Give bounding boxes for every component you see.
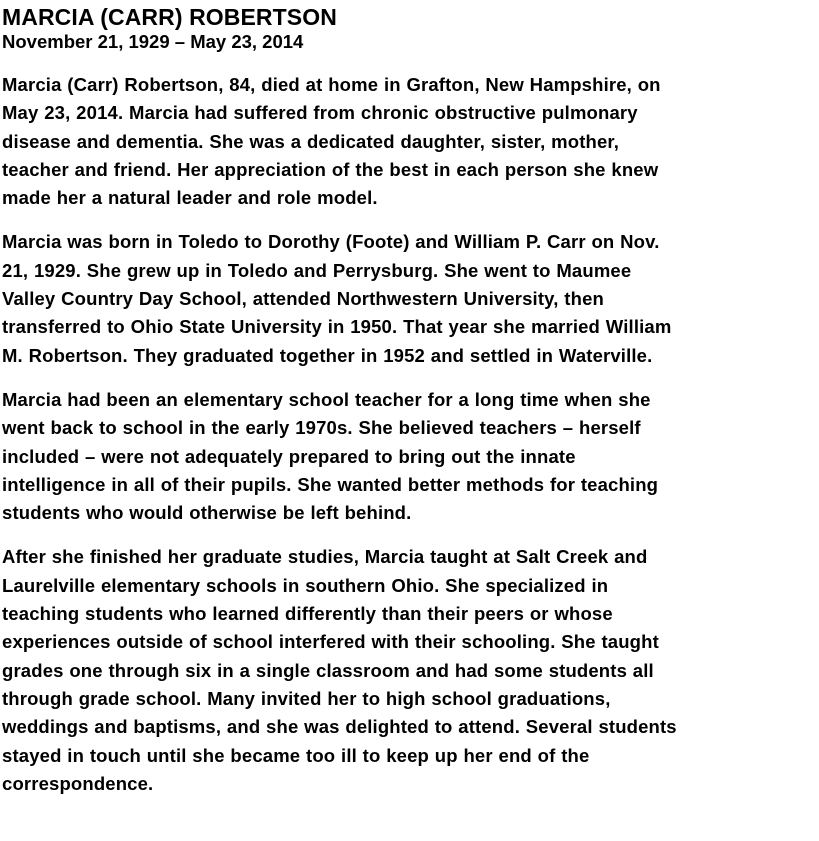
- text-line: After she finished her graduate studies, Marcia taught at Salt Creek and: [2, 546, 648, 568]
- text-line: included – were not adequately prepared to bring out the innate: [2, 445, 576, 467]
- obituary-title: MARCIA (CARR) ROBERTSON: [2, 4, 337, 30]
- text-line: May 23, 2014. Marcia had suffered from chronic obstructive pulmonary: [2, 102, 638, 124]
- text-line: made her a natural leader and role model.: [2, 187, 378, 209]
- text-line: Marcia (Carr) Robertson, 84, died at home in Grafton, New Hampshire, on: [2, 74, 661, 95]
- paragraph-early-life: [2, 228, 819, 369]
- text-line: Marcia was born in Toledo to Dorothy (Foote) and William P. Carr on Nov.: [2, 231, 660, 253]
- text-line: 21, 1929. She grew up in Toledo and Perrysburg. She went to Maumee: [2, 259, 632, 281]
- paragraph-later-career: [2, 543, 819, 798]
- paragraph-death-notice: [2, 71, 819, 212]
- life-dates: November 21, 1929 – May 23, 2014: [2, 31, 304, 52]
- text-line: Laurelville elementary schools in southern Ohio. She specialized in: [2, 574, 609, 596]
- text-line: intelligence in all of their pupils. She wanted better methods for teaching: [2, 473, 659, 495]
- paragraph-teaching-career: [2, 386, 819, 527]
- text-line: through grade school. Many invited her to high school graduations,: [2, 687, 611, 709]
- text-line: grades one through six in a single classroom and had some students all: [2, 659, 654, 681]
- text-line: teaching students who learned differently than their peers or whose: [2, 603, 613, 625]
- text-line: correspondence.: [2, 772, 154, 794]
- text-line: experiences outside of school interfered with their schooling. She taught: [2, 631, 659, 653]
- text-line: M. Robertson. They graduated together in 1952 and settled in Waterville.: [2, 344, 653, 366]
- text-line: students who would otherwise be left behind.: [2, 502, 412, 524]
- text-line: stayed in touch until she became too ill to keep up her end of the: [2, 744, 590, 766]
- text-line: Valley Country Day School, attended Northwestern University, then: [2, 288, 604, 310]
- text-line: disease and dementia. She was a dedicated daughter, sister, mother,: [2, 130, 620, 152]
- text-line: teacher and friend. Her appreciation of the best in each person she knew: [2, 158, 659, 180]
- text-line: transferred to Ohio State University in 1950. That year she married William: [2, 316, 672, 338]
- text-line: went back to school in the early 1970s. She believed teachers – herself: [2, 417, 641, 439]
- text-line: weddings and baptisms, and she was delighted to attend. Several students: [2, 716, 677, 738]
- text-line: Marcia had been an elementary school teacher for a long time when she: [2, 388, 651, 410]
